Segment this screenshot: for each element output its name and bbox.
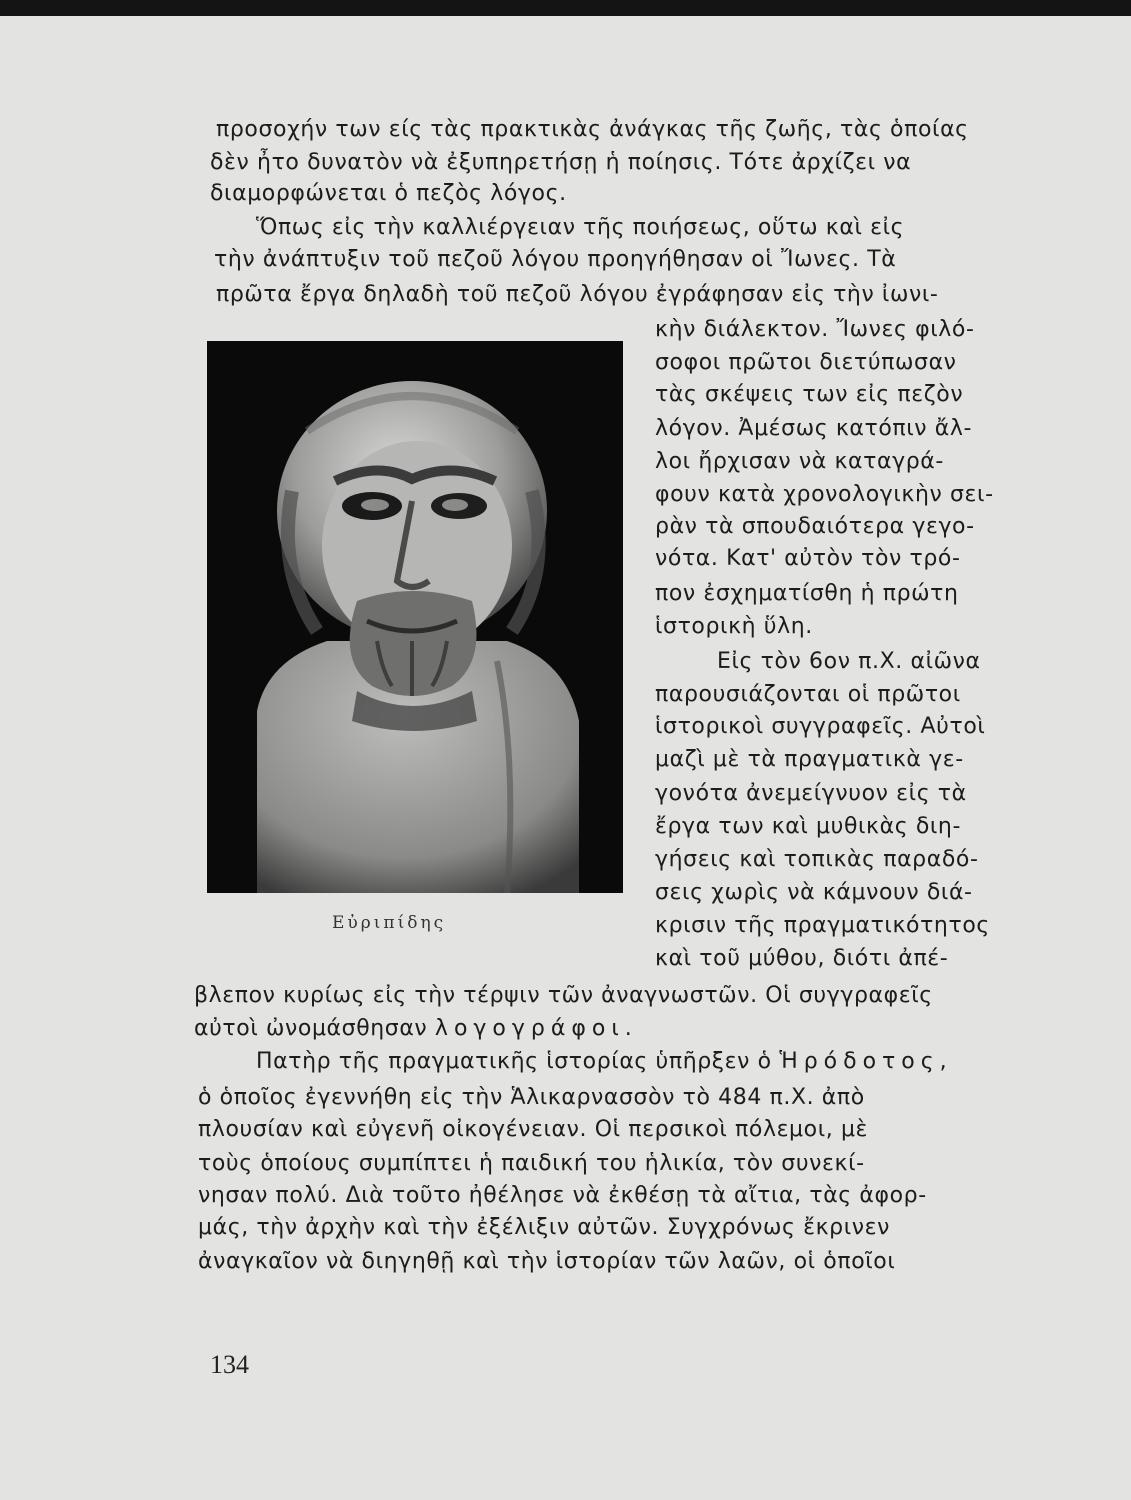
text-line: ἱστορικοὶ συγγραφεῖς. Αὐτοὶ [655, 714, 986, 739]
text-line: νησαν πολύ. Διὰ τοῦτο ἠθέλησε νὰ ἐκθέσῃ τὰ αἴτια, τὰς ἀφορ- [198, 1183, 927, 1208]
text-line: κὴν διάλεκτον. Ἴωνες φιλό- [655, 317, 975, 342]
text-line: κρισιν τῆς πραγματικότητος [655, 913, 990, 938]
text-segment: αὐτοὶ ὠνομάσθησαν [194, 1016, 428, 1041]
text-line [256, 1049, 1036, 1075]
text-line: βλεπον κυρίως εἰς τὴν τέρψιν τῶν ἀναγνωστῶν. Οἱ συγγραφεῖς [194, 983, 933, 1008]
text-line: Εἰς τὸν 6ον π.Χ. αἰῶνα [717, 649, 981, 674]
text-line: προσοχήν των είς τὰς πρακτικὰς ἀνάγκας τῆς ζωῆς, τὰς ὁποίας [216, 117, 969, 142]
text-line: ὁ ὁποῖος ἐγεννήθη εἰς τὴν Ἁλικαρνασσὸν τὸ 484 π.Χ. ἀπὸ [198, 1085, 865, 1110]
text-line: ἀναγκαῖον νὰ διηγηθῇ καὶ τὴν ἱστορίαν τῶν λαῶν, οἱ ὁποῖοι [198, 1249, 896, 1274]
text-line: ἱστορικὴ ὕλη. [655, 614, 813, 639]
text-line: τὴν ἀνάπτυξιν τοῦ πεζοῦ λόγου προηγήθησαν οἱ Ἴωνες. Τὰ [214, 247, 897, 272]
text-line: λοι ἤρχισαν νὰ καταγρά- [655, 449, 944, 474]
text-line: πον ἐσχηματίσθη ἡ πρώτη [655, 581, 959, 606]
text-line: τὰς σκέψεις των εἰς πεζὸν [655, 382, 964, 407]
text-line: δὲν ἦτο δυνατὸν νὰ ἐξυπηρετήσῃ ἡ ποίησις. Τότε ἀρχίζει να [210, 150, 912, 175]
text-line: γονότα ἀνεμείγνυον εἰς τὰ [655, 781, 967, 806]
text-line: πλουσίαν καὶ εὐγενῆ οἰκογένειαν. Οἱ περσικοὶ πόλεμοι, μὲ [198, 1117, 869, 1142]
page-number: 134 [210, 1350, 249, 1379]
text-segment: Πατὴρ τῆς πραγματικῆς ἱστορίας ὑπῆρξεν ὁ [256, 1049, 772, 1074]
text-line: μαζὶ μὲ τὰ πραγματικὰ γε- [655, 747, 964, 772]
text-line: καὶ τοῦ μύθου, διότι ἀπέ- [655, 946, 949, 971]
text-line: Ὅπως εἰς τὴν καλλιέργειαν τῆς ποιήσεως, οὕτω καὶ εἰς [256, 215, 905, 240]
term-logographers: λογογράφοι. [434, 1016, 638, 1041]
bust-photo [207, 341, 623, 893]
text-line: τοὺς ὁποίους συμπίπτει ἡ παιδική του ἡλικία, τὸν συνεκί- [198, 1151, 865, 1176]
text-line: φουν κατὰ χρονολογικὴν σει- [655, 482, 994, 507]
figure-caption: Εὐριπίδης [332, 913, 447, 933]
text-line: πρῶτα ἔργα δηλαδὴ τοῦ πεζοῦ λόγου ἐγράφησαν εἰς τὴν ἰωνι- [216, 282, 939, 307]
text-line: ρὰν τὰ σπουδαιότερα γεγο- [655, 514, 975, 539]
scan-top-border [0, 0, 1131, 16]
text-line: σοφοι πρῶτοι διετύπωσαν [655, 350, 957, 375]
text-line: μάς, τὴν ἀρχὴν καὶ τὴν ἐξέλιξιν αὐτῶν. Συγχρόνως ἔκρινεν [198, 1215, 891, 1240]
text-line: λόγον. Ἀμέσως κατόπιν ἄλ- [655, 416, 973, 441]
name-herodotus: Ἡρόδοτος, [779, 1049, 953, 1074]
text-line: ἔργα των καὶ μυθικὰς διη- [655, 814, 962, 839]
euripides-bust-image [207, 341, 623, 893]
text-line [194, 1016, 638, 1042]
text-line: παρουσιάζονται οἱ πρῶτοι [655, 682, 961, 707]
text-line: σεις χωρὶς νὰ κάμνουν διά- [655, 880, 973, 905]
text-line: γήσεις καὶ τοπικὰς παραδό- [655, 847, 979, 872]
text-line: διαμορφώνεται ὁ πεζὸς λόγος. [210, 181, 567, 206]
text-line: νότα. Κατ' αὐτὸν τὸν τρό- [655, 546, 961, 571]
